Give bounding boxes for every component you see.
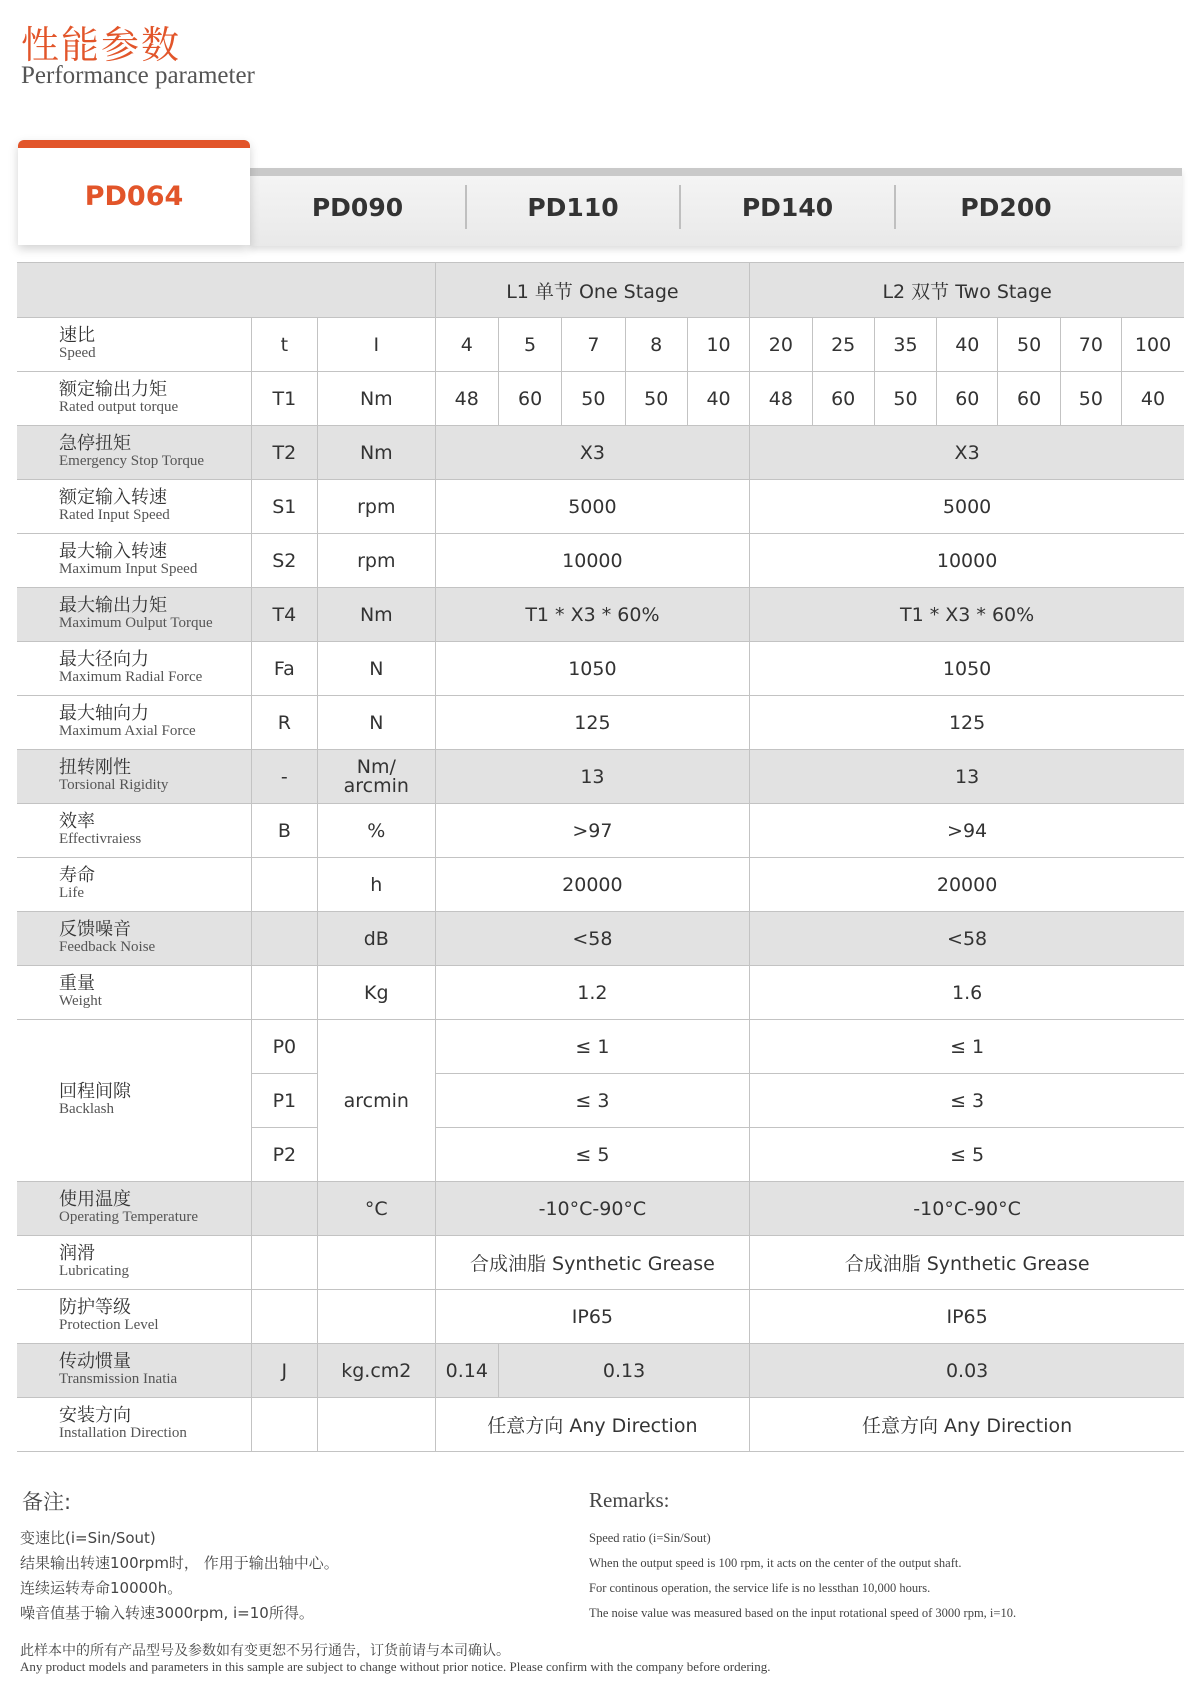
page-title: 性能参数 [21,23,182,67]
cell: 40 [687,372,749,426]
stage2-header: L2 双节 Two Stage [750,263,1184,318]
row-unit: kg.cm2 [318,1344,436,1398]
cell: 60 [998,372,1060,426]
cell-l2: <58 [750,912,1184,966]
label-cn: 扭转刚性 [59,757,131,779]
row-label [17,372,251,426]
tab-pd090[interactable]: PD090 [311,192,404,222]
table-row [17,858,1184,912]
cell-l1: 20000 [435,858,750,912]
cell: 60 [937,372,998,426]
row-symbol [251,1182,317,1236]
table-header-row [17,263,1184,318]
table-row [17,480,1184,534]
remark-en-line: For continous operation, the service life is no lessthan 10,000 hours. [589,1581,931,1595]
remarks-title-en: Remarks: [589,1488,670,1512]
row-label [17,534,251,588]
remark-cn-line: 变速比(i=Sin/Sout) [20,1529,156,1547]
row-symbol [251,912,317,966]
label-cn: 急停扭矩 [59,433,131,455]
row-unit [318,1290,436,1344]
cell-l1: ≤ 3 [435,1074,750,1128]
cell-l1: 任意方向 Any Direction [435,1398,750,1452]
row-unit: Nm [318,372,436,426]
row-symbol [251,1398,317,1452]
cell-l1: <58 [435,912,750,966]
row-symbol: P2 [251,1128,317,1182]
remark-en-line: The noise value was measured based on the input rotational speed of 3000 rpm, i=10. [589,1606,1017,1620]
remark-en-line: Speed ratio (i=Sin/Sout) [589,1531,711,1545]
table-row [17,426,1184,480]
cell-l1: >97 [435,804,750,858]
label-en: Effectivraiess [59,831,142,848]
cell-l2: X3 [750,426,1184,480]
row-symbol: T2 [251,426,317,480]
table-row [17,750,1184,804]
row-label [17,1182,251,1236]
cell-l2: 1050 [750,642,1184,696]
cell-l2: >94 [750,804,1184,858]
cell-l1: T1 * X3 * 60% [435,588,750,642]
tab-pd140[interactable]: PD140 [741,192,834,222]
table-row [17,1182,1184,1236]
label-cn: 反馈噪音 [59,919,131,941]
label-cn: 防护等级 [59,1297,131,1319]
label-en: Weight [59,993,102,1010]
cell-l2: ≤ 5 [750,1128,1184,1182]
spec-table [17,262,1184,1452]
cell-l1: 5000 [435,480,750,534]
table-row [17,318,1184,372]
row-unit: rpm [318,480,436,534]
tab-pd200[interactable]: PD200 [960,192,1052,222]
model-tabs [18,140,1183,245]
cell: 60 [498,372,561,426]
cell-l2: 1.6 [750,966,1184,1020]
cell: 50 [562,372,625,426]
label-cn: 效率 [59,811,95,833]
cell-l1: X3 [435,426,750,480]
row-symbol: S2 [251,534,317,588]
cell-l2: 5000 [750,480,1184,534]
row-symbol: S1 [251,480,317,534]
label-cn: 润滑 [59,1243,95,1265]
footer-note-en: Any product models and parameters in this sample are subject to change without prior notice. Please confirm with the company before ordering. [20,1659,771,1674]
remark-cn-line: 连续运转寿命10000h。 [20,1579,183,1597]
label-en: Lubricating [59,1263,129,1280]
label-cn: 额定输出力矩 [59,379,167,401]
cell-l2: 10000 [750,534,1184,588]
tab-pd110[interactable]: PD110 [527,192,619,222]
label-en: Emergency Stop Torque [59,453,205,470]
row-symbol: P0 [251,1020,317,1074]
cell: 4 [435,318,498,372]
remark-cn-line: 噪音值基于输入转速3000rpm, i=10所得。 [20,1604,314,1622]
table-row [17,534,1184,588]
row-label [17,858,251,912]
cell: 25 [812,318,874,372]
cell-l1: 10000 [435,534,750,588]
cell-l2: 13 [750,750,1184,804]
label-en: Installation Direction [59,1425,187,1442]
table-row [17,1020,1184,1074]
label-cn: 使用温度 [59,1189,131,1211]
row-label [17,804,251,858]
label-en: Maximum Radial Force [59,669,203,686]
row-unit [318,1398,436,1452]
row-symbol: Fa [251,642,317,696]
label-cn: 额定输入转速 [59,487,167,509]
row-symbol: T4 [251,588,317,642]
row-unit: Kg [318,966,436,1020]
cell-l2: IP65 [750,1290,1184,1344]
cell-l2: 0.03 [750,1344,1184,1398]
cell-l2: 任意方向 Any Direction [750,1398,1184,1452]
row-label [17,1236,251,1290]
table-row [17,912,1184,966]
cell: 40 [1122,372,1184,426]
row-label [17,318,251,372]
cell: 70 [1060,318,1121,372]
remarks-title-cn: 备注: [22,1490,72,1514]
cell: 7 [562,318,625,372]
row-symbol: t [251,318,317,372]
row-unit: Nm/ arcmin [318,750,436,804]
row-symbol [251,1290,317,1344]
row-label [17,1344,251,1398]
row-unit: N [318,696,436,750]
cell-l2: ≤ 1 [750,1020,1184,1074]
cell: 50 [625,372,687,426]
table-row [17,1344,1184,1398]
row-label [17,426,251,480]
cell: 60 [812,372,874,426]
row-label [17,1020,251,1182]
label-en: Life [59,885,84,902]
page-subtitle: Performance parameter [21,62,255,89]
table-row [17,696,1184,750]
row-label [17,696,251,750]
row-unit: Nm [318,588,436,642]
row-symbol [251,858,317,912]
label-cn: 寿命 [59,865,95,887]
cell: 50 [1060,372,1121,426]
row-symbol: R [251,696,317,750]
cell-l1: 合成油脂 Synthetic Grease [435,1236,750,1290]
table-row [17,1236,1184,1290]
label-cn: 最大轴向力 [59,703,149,725]
label-en: Maximum Axial Force [59,723,196,740]
label-en: Maximum Oulput Torque [59,615,213,632]
row-unit: dB [318,912,436,966]
row-unit: arcmin [318,1020,436,1182]
cell-l1: -10°C-90°C [435,1182,750,1236]
label-en: Backlash [59,1101,114,1118]
table-row [17,804,1184,858]
label-en: Rated output torque [59,399,179,416]
cell: 35 [874,318,936,372]
cell: 50 [874,372,936,426]
label-cn: 传动惯量 [59,1351,131,1373]
stage1-header: L1 单节 One Stage [435,263,750,318]
cell-l1: ≤ 5 [435,1128,750,1182]
row-unit: rpm [318,534,436,588]
cell: 48 [435,372,498,426]
row-unit [318,1236,436,1290]
row-unit: % [318,804,436,858]
row-unit: I [318,318,436,372]
label-cn: 最大输出力矩 [59,595,167,617]
table-row [17,1398,1184,1452]
row-label [17,1398,251,1452]
cell-l2: T1 * X3 * 60% [750,588,1184,642]
cell: 5 [498,318,561,372]
cell: 40 [937,318,998,372]
row-label [17,750,251,804]
cell: 20 [750,318,812,372]
cell: 50 [998,318,1060,372]
table-row [17,588,1184,642]
header-blank [17,263,435,318]
cell: 8 [625,318,687,372]
cell-l1: 13 [435,750,750,804]
label-en: Speed [59,345,96,362]
row-label [17,480,251,534]
cell-l1b: 0.13 [498,1344,749,1398]
table-row [17,372,1184,426]
cell: 10 [687,318,749,372]
cell-l2: -10°C-90°C [750,1182,1184,1236]
label-en: Rated Input Speed [59,507,170,524]
cell: 48 [750,372,812,426]
row-symbol: P1 [251,1074,317,1128]
label-en: Transmission Inatia [59,1371,178,1388]
row-unit: h [318,858,436,912]
row-label [17,588,251,642]
row-symbol: J [251,1344,317,1398]
row-label [17,1290,251,1344]
label-en: Feedback Noise [59,939,156,956]
row-symbol: B [251,804,317,858]
label-cn: 速比 [59,325,95,347]
label-en: Protection Level [59,1317,159,1334]
cell-l1: ≤ 1 [435,1020,750,1074]
label-cn: 回程间隙 [59,1081,131,1103]
label-cn: 最大径向力 [59,649,149,671]
table-row [17,642,1184,696]
row-unit: °C [318,1182,436,1236]
cell-l2: 125 [750,696,1184,750]
cell: 100 [1122,318,1184,372]
row-symbol: T1 [251,372,317,426]
cell-l1: 1.2 [435,966,750,1020]
cell-l1: 1050 [435,642,750,696]
label-cn: 最大输入转速 [59,541,167,563]
row-symbol [251,966,317,1020]
row-unit: Nm [318,426,436,480]
label-en: Torsional Rigidity [59,777,169,794]
row-label [17,912,251,966]
cell-l1: IP65 [435,1290,750,1344]
table-row [17,966,1184,1020]
label-cn: 安装方向 [59,1405,131,1427]
label-en: Operating Temperature [59,1209,199,1226]
table-row [17,1290,1184,1344]
remark-en-line: When the output speed is 100 rpm, it acts on the center of the output shaft. [589,1556,962,1570]
cell-l2: 20000 [750,858,1184,912]
cell-l2: ≤ 3 [750,1074,1184,1128]
label-cn: 重量 [59,973,95,995]
cell-l2: 合成油脂 Synthetic Grease [750,1236,1184,1290]
cell-l1a: 0.14 [435,1344,498,1398]
tab-pd064[interactable]: PD064 [18,140,250,245]
row-unit: N [318,642,436,696]
row-symbol: - [251,750,317,804]
row-symbol [251,1236,317,1290]
remark-cn-line: 结果输出转速100rpm时， 作用于输出轴中心。 [20,1554,339,1572]
row-label [17,966,251,1020]
cell-l1: 125 [435,696,750,750]
footer-note-cn: 此样本中的所有产品型号及参数如有变更恕不另行通告，订货前请与本司确认。 [20,1643,510,1659]
row-label [17,642,251,696]
label-en: Maximum Input Speed [59,561,198,578]
